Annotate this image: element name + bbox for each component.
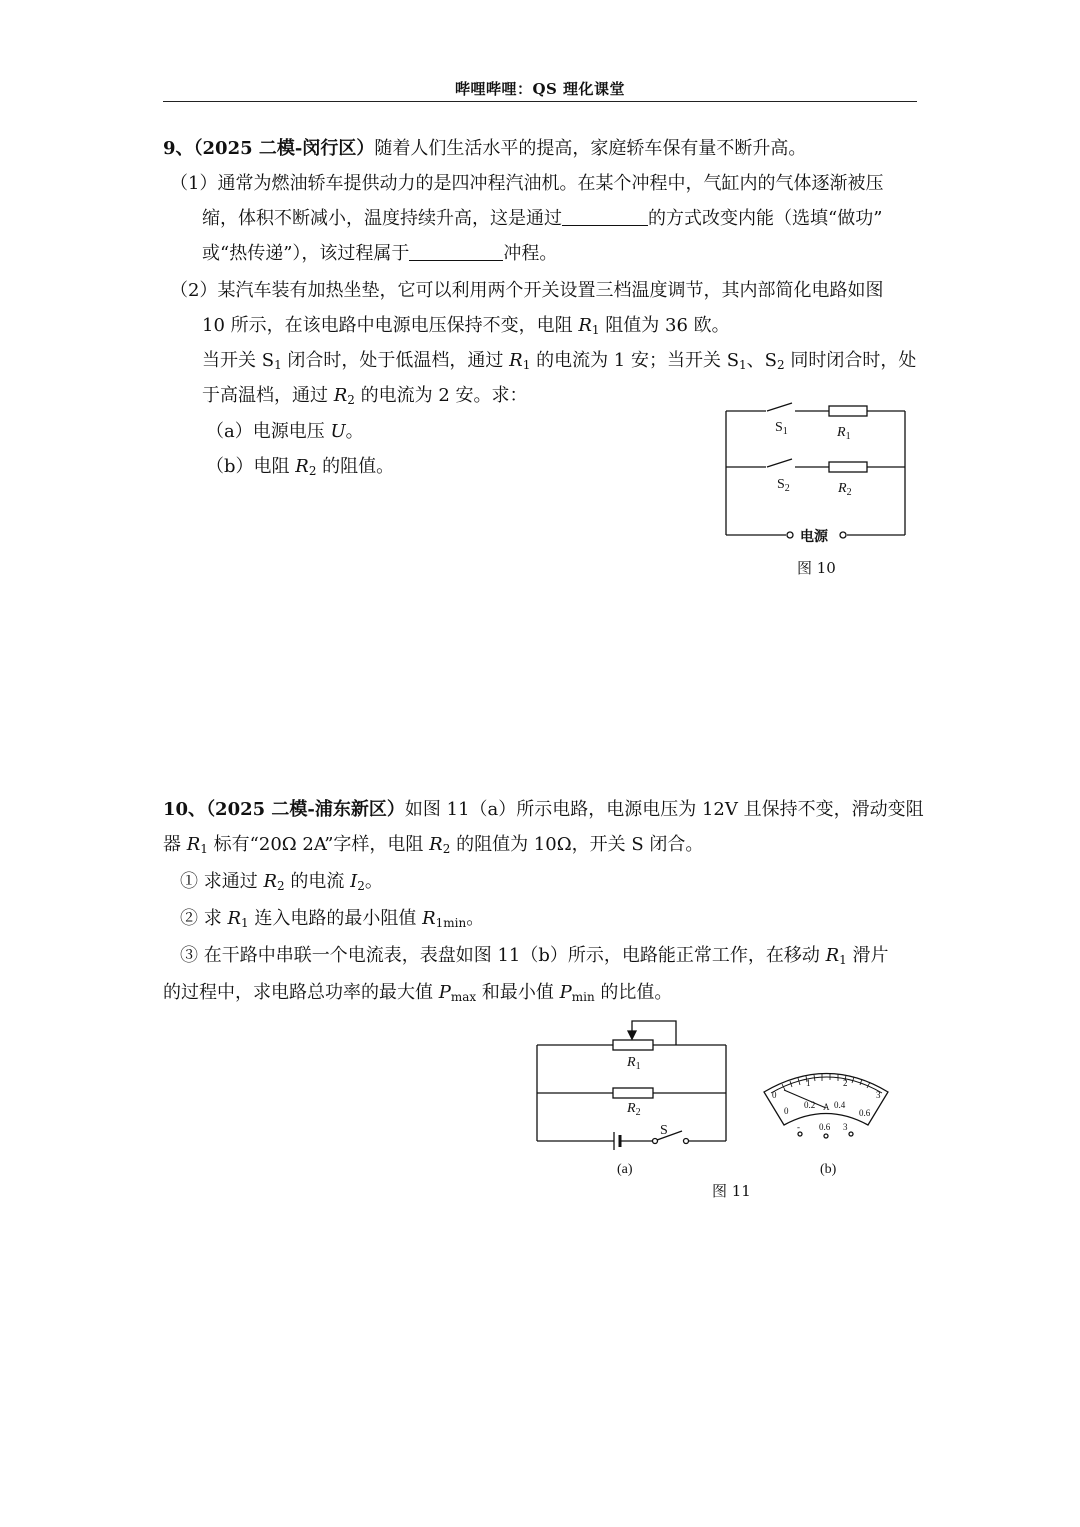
label-r2: $R_2$ [838, 481, 852, 498]
bottom-tick: 0.6 [859, 1108, 871, 1118]
q10-text: 如图 11（a）所示电路，电源电压为 12V 且保持不变，滑动变阻 [404, 799, 924, 820]
var-p: P [559, 982, 572, 1003]
q9-text: 。 [345, 421, 364, 442]
var-r: R [509, 350, 523, 371]
var-r: R [429, 834, 443, 855]
q10-text: 和最小值 [476, 982, 560, 1003]
q10-number: 10、 [163, 799, 207, 820]
q9-text: 的方式改变内能（选填“做功” [648, 208, 883, 229]
sub: min [571, 990, 595, 1004]
bottom-tick: 0 [784, 1106, 789, 1116]
q9-part2-line1: （2）某汽车装有加热坐垫，它可以利用两个开关设置三档温度调节，其内部简化电路如图 [170, 280, 884, 301]
q9-intro: 随着人们生活水平的提高，家庭轿车保有量不断升高。 [374, 138, 807, 159]
bottom-tick: 0.2 [804, 1100, 816, 1110]
label-s2: $S_2$ [777, 477, 790, 494]
sub: 1 [591, 323, 600, 337]
top-tick: 0 [772, 1090, 777, 1100]
q10-text: ③ 在干路中串联一个电流表，表盘如图 11（b）所示，电路能正常工作，在移动 [180, 945, 826, 966]
q9-text: 同时闭合时，处 [784, 350, 917, 371]
var-u: U [330, 421, 346, 442]
sub: 2 [777, 358, 785, 372]
q9-text: 的电流为 1 安；当开关 S [530, 350, 740, 371]
page-header: 哔哩哔哩：QS 理化课堂 [454, 80, 626, 98]
q9-text: 、S [746, 350, 778, 371]
q10-text: 连入电路的最小阻值 [248, 908, 423, 929]
sub: 1 [739, 358, 747, 372]
q10-text: ② 求 [180, 908, 228, 929]
q10-text: 的阻值为 10Ω，开关 S 闭合。 [450, 834, 704, 855]
q9-text: 于高温档，通过 [202, 385, 334, 406]
q9-part1-line1: （1）通常为燃油轿车提供动力的是四冲程汽油机。在某个冲程中，气缸内的气体逐渐被压 [170, 173, 884, 194]
q9-text: 闭合时，处于低温档，通过 [281, 350, 510, 371]
q9-text: 的阻值。 [316, 456, 395, 477]
q10-source: （2025 二模-浦东新区） [206, 799, 405, 820]
sub: 2 [277, 879, 285, 893]
var-r: R [333, 385, 348, 406]
q10-text: 的电流 [284, 871, 351, 892]
var-i: I [350, 871, 358, 892]
label-s1: $S_1$ [775, 420, 788, 437]
q10-text: 。 [466, 908, 485, 929]
var-r: R [295, 456, 309, 477]
label-r1: $R_1$ [627, 1055, 641, 1072]
q9-source: （2025 二模-闵行区） [193, 138, 375, 159]
q9-text: 缩，体积不断减小，温度持续升高，这是通过 [202, 208, 562, 229]
var-r: R [263, 871, 278, 892]
sub: max [450, 990, 477, 1004]
top-tick: 2 [843, 1078, 848, 1088]
label-power-source: 电源 [800, 530, 828, 545]
var-r: R [422, 908, 436, 929]
q10-text: 滑片 [846, 945, 889, 966]
sub: 1 [522, 358, 531, 372]
q9-text: 当开关 S [202, 350, 275, 371]
sub: 2 [347, 393, 355, 407]
meter-unit: A [823, 1102, 830, 1112]
q10-text: 的比值。 [594, 982, 673, 1003]
label-r1: $R_1$ [837, 425, 851, 442]
label-switch: S [660, 1123, 668, 1138]
sub: 1min [435, 916, 467, 930]
label-r2: $R_2$ [627, 1101, 641, 1118]
q9-text: 10 所示，在该电路中电源电压保持不变，电阻 [202, 315, 579, 336]
sub: 2 [308, 464, 317, 478]
q9-text: （b）电阻 [206, 456, 296, 477]
q9-text: 或“热传递”），该过程属于 [202, 243, 410, 264]
bottom-tick: 0.4 [834, 1100, 846, 1110]
top-tick: 3 [876, 1090, 881, 1100]
top-tick: 1 [806, 1078, 811, 1088]
q10-text: ① 求通过 [180, 871, 264, 892]
label-b: (b) [820, 1162, 837, 1177]
terminal-label: - [797, 1122, 800, 1132]
sub: 1 [200, 842, 208, 856]
figure-11-caption: 图 11 [712, 1182, 751, 1200]
sub: 1 [241, 916, 249, 930]
var-r: R [825, 945, 840, 966]
q9-text: 的电流为 2 安。求： [354, 385, 528, 406]
sub: 2 [442, 842, 451, 856]
terminal-label: 0.6 [819, 1122, 831, 1132]
q9-text: 冲程。 [503, 243, 558, 264]
terminal-label: 3 [843, 1122, 848, 1132]
var-p: P [438, 982, 451, 1003]
q10-text: 的过程中，求电路总功率的最大值 [163, 982, 439, 1003]
q10-text: 器 [163, 834, 187, 855]
q10-text: 标有“20Ω 2A”字样，电阻 [207, 834, 430, 855]
q10-text: 。 [364, 871, 383, 892]
sub: 2 [357, 879, 365, 893]
q9-text: 阻值为 36 欧。 [599, 315, 730, 336]
var-r: R [227, 908, 242, 929]
figure-10-caption: 图 10 [797, 559, 836, 577]
q9-number: 9、 [163, 138, 194, 159]
label-a: (a) [617, 1162, 633, 1177]
var-r: R [578, 315, 592, 336]
var-r: R [186, 834, 201, 855]
q9-text: （a）电源电压 [206, 421, 331, 442]
sub: 1 [839, 953, 847, 967]
sub: 1 [274, 358, 282, 372]
